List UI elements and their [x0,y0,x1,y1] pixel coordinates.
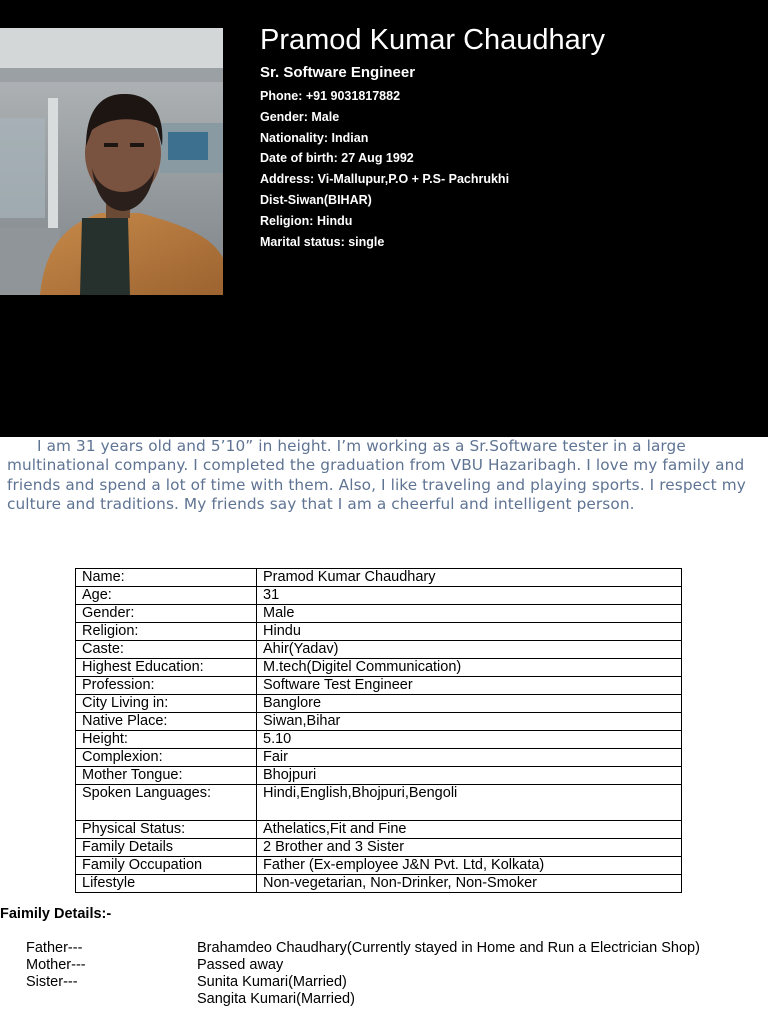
family-label: Mother--- [26,957,86,973]
detail-key: Religion: [76,623,257,641]
table-row [76,605,682,623]
detail-key: Highest Education: [76,659,257,677]
table-row [76,875,682,893]
detail-key: Gender: [76,605,257,623]
detail-value: M.tech(Digitel Communication) [257,659,682,677]
info-phone: Phone: +91 9031817882 [260,89,401,103]
detail-value: 5.10 [257,731,682,749]
info-district: Dist-Siwan(BIHAR) [260,192,372,207]
table-row [76,587,682,605]
detail-value: Banglore [257,695,682,713]
detail-value: Fair [257,749,682,767]
detail-value: Male [257,605,682,623]
detail-key: Physical Status: [76,821,257,839]
bio-text: I am 31 years old and 5’10” in height. I’m working as a Sr.Software tester in a large multinational company. I completed the graduation from VBU Hazaribagh. I love my family and friends and spend a lot of time with them. Also, I like traveling and playing sports. I respect my culture and traditions. My friends say that I am a cheerful and intelligent person. [7,437,746,514]
detail-value: Hindi,English,Bhojpuri,Bengoli [257,785,682,821]
family-details-list [0,940,768,1008]
family-row [0,974,768,991]
candidate-role: Sr. Software Engineer [260,64,416,81]
table-row [76,731,682,749]
table-row [76,857,682,875]
table-row [76,659,682,677]
detail-value: Siwan,Bihar [257,713,682,731]
detail-value: Ahir(Yadav) [257,641,682,659]
detail-value: Pramod Kumar Chaudhary [257,569,682,587]
bio-paragraph [7,437,763,515]
family-label: Father--- [26,940,83,956]
info-nationality: Nationality: Indian [260,130,369,145]
detail-key: Name: [76,569,257,587]
contact-info-list [260,86,509,252]
detail-value: Bhojpuri [257,767,682,785]
table-row [76,713,682,731]
detail-key: Native Place: [76,713,257,731]
profile-header [0,0,768,437]
detail-value: Non-vegetarian, Non-Drinker, Non-Smoker [257,875,682,893]
detail-key: Height: [76,731,257,749]
detail-key: Complexion: [76,749,257,767]
family-row [0,991,768,1008]
detail-value: Father (Ex-employee J&N Pvt. Ltd, Kolkata) [257,857,682,875]
detail-value: Athelatics,Fit and Fine [257,821,682,839]
info-marital-status: Marital status: single [260,234,385,249]
table-row [76,767,682,785]
family-details-heading: Faimily Details:- [0,906,112,922]
table-row [76,839,682,857]
family-value: Sangita Kumari(Married) [197,991,355,1007]
family-value: Sunita Kumari(Married) [197,974,347,990]
table-row [76,677,682,695]
table-row [76,785,682,821]
detail-key: Spoken Languages: [76,785,257,821]
family-row [0,957,768,974]
table-row [76,821,682,839]
table-row [76,623,682,641]
family-row [0,940,768,957]
info-religion: Religion: Hindu [260,213,353,228]
family-value: Passed away [197,957,284,973]
family-label: Sister--- [26,974,78,990]
detail-value: 31 [257,587,682,605]
info-gender: Gender: Male [260,109,340,124]
profile-photo [0,28,223,295]
details-table [75,568,682,893]
detail-key: Mother Tongue: [76,767,257,785]
candidate-name: Pramod Kumar Chaudhary [260,24,605,56]
detail-value: Hindu [257,623,682,641]
detail-key: Family Details [76,839,257,857]
table-row [76,749,682,767]
family-value: Brahamdeo Chaudhary(Currently stayed in Home and Run a Electrician Shop) [197,940,700,956]
table-row [76,695,682,713]
detail-key: Profession: [76,677,257,695]
table-row [76,569,682,587]
table-row [76,641,682,659]
info-date-of-birth: Date of birth: 27 Aug 1992 [260,151,414,166]
detail-key: Family Occupation [76,857,257,875]
detail-value: 2 Brother and 3 Sister [257,839,682,857]
detail-key: Age: [76,587,257,605]
detail-key: Lifestyle [76,875,257,893]
info-address: Address: Vi-Mallupur,P.O + P.S- Pachrukhi [260,172,510,187]
detail-key: City Living in: [76,695,257,713]
detail-key: Caste: [76,641,257,659]
detail-value: Software Test Engineer [257,677,682,695]
